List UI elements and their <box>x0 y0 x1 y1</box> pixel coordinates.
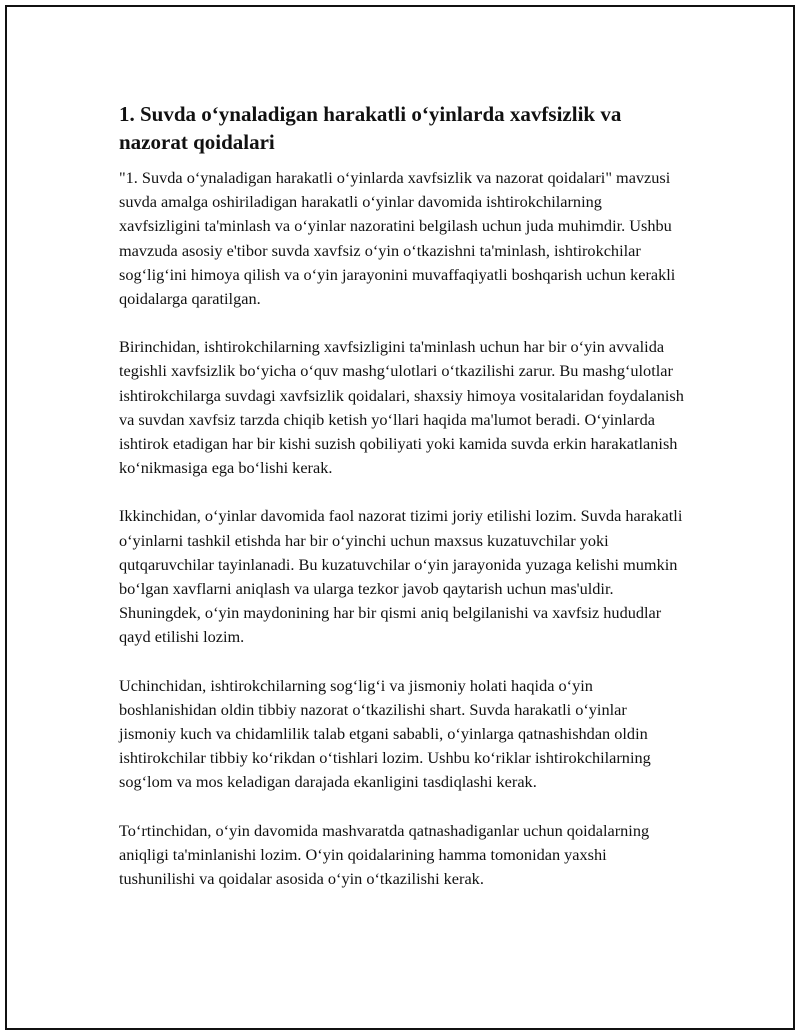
paragraph-second: Ikkinchidan, o‘yinlar davomida faol nazorat tizimi joriy etilishi lozim. Suvda harakatli o‘yinlarni tashkil etishda har bir o‘yinchi uchun maxsus kuzatuvchilar yoki qutqaruvchilar tayinlanadi. Bu kuzatuvchilar o‘yin jarayonida yuzaga kelishi mumkin bo‘lgan xavflarni aniqlash va ularga tezkor javob qaytarish uchun mas'uldir. Shuningdek, o‘yin maydonining har bir qismi aniq belgilanishi va xavfsiz hududlar qayd etilishi lozim. <box>119 506 683 647</box>
paragraph-fourth: To‘rtinchidan, o‘yin davomida mashvaratda qatnashadiganlar uchun qoidalarning aniqligi ta'minlanishi lozim. O‘yin qoidalarining hamma tomonidan yaxshi tushunilishi va qoidalar asosida o‘yin o‘tkazilishi kerak. <box>119 820 650 889</box>
paragraph-intro: "1. Suvda o‘ynaladigan harakatli o‘yinlarda xavfsizlik va nazorat qoidalari" mavzusi suvda amalga oshiriladigan harakatli o‘yinlar davomida ishtirokchilarning xavfsizligini ta'minlash va o‘yinlar nazoratini belgilash uchun juda muhimdir. Ushbu mavzuda asosiy e'tibor suvda xavfsiz o‘yin o‘tkazishni ta'minlash, ishtirokchilar sog‘lig‘ini himoya qilish va o‘yin jarayonini muvaffaqiyatli boshqarish uchun kerakli qoidalarga qaratilgan. <box>119 168 676 309</box>
paragraph-first: Birinchidan, ishtirokchilarning xavfsizligini ta'minlash uchun har bir o‘yin avvalida tegishli xavfsizlik bo‘yicha o‘quv mashg‘ulotlari o‘tkazilishi zarur. Bu mashg‘ulotlar ishtirokchilarga suvdagi xavfsizlik qoidalari, shaxsiy himoya vositalaridan foydalanish va suvdan xavfsiz tarzda chiqib ketish yo‘llari haqida ma'lumot beradi. O‘yinlarda ishtirok etadigan har bir kishi suzish qobiliyati yoki kamida suvda erkin harakatlanish ko‘nikmasiga ega bo‘lishi kerak. <box>119 337 684 478</box>
section-heading: 1. Suvda o‘ynaladigan harakatli o‘yinlarda xavfsizlik va nazorat qoidalari <box>119 102 622 154</box>
page-frame <box>5 5 795 1030</box>
document-body <box>119 100 684 915</box>
paragraph-third: Uchinchidan, ishtirokchilarning sog‘lig‘i va jismoniy holati haqida o‘yin boshlanishidan oldin tibbiy nazorat o‘tkazilishi shart. Suvda harakatli o‘yinlar jismoniy kuch va chidamlilik talab etgani sababli, o‘yinlarga qatnashishdan oldin ishtirokchilar tibbiy ko‘rikdan o‘tishlari lozim. Ushbu ko‘riklar ishtirokchilarning sog‘lom va mos keladigan darajada ekanligini tasdiqlashi kerak. <box>119 675 651 792</box>
